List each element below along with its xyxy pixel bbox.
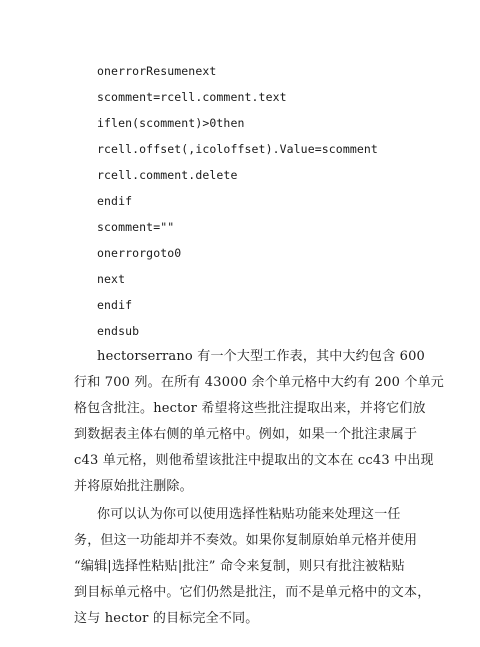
paragraph-line: 格包含批注。hector 希望将这些批注提取出来，并将它们放 [74, 401, 426, 416]
paragraph-line: 并将原始批注删除。 [74, 479, 193, 494]
paragraph-line: “编辑|选择性粘贴|批注” 命令来复制，则只有批注被粘贴 [74, 559, 405, 574]
code-line: endif [97, 298, 133, 312]
code-line: endsub [97, 324, 140, 338]
code-line: iflen(scomment)>0then [97, 116, 245, 130]
paragraph-line: c43 单元格，则他希望该批注中提取出的文本在 cc43 中出现 [74, 453, 434, 468]
paragraph-line: hectorserrano 有一个大型工作表，其中大约包含 600 [97, 349, 426, 364]
code-line: endif [97, 194, 133, 208]
paragraph-line: 到目标单元格中。它们仍然是批注，而不是单元格中的文本， [74, 585, 431, 600]
paragraph-line: 行和 700 列。在所有 43000 余个单元格中大约有 200 个单元 [74, 375, 444, 390]
code-line: onerrorResumenext [97, 64, 217, 78]
code-line: onerrorgoto0 [97, 246, 182, 260]
paragraph-line: 这与 hector 的目标完全不同。 [74, 611, 259, 626]
code-line: next [97, 272, 126, 286]
code-line: scomment=rcell.comment.text [97, 90, 287, 104]
code-line: scomment="" [97, 220, 175, 234]
code-line: rcell.offset(,icoloffset).Value=scomment [97, 142, 378, 156]
paragraph-hector-intro [74, 344, 444, 500]
paragraph-paste-special [74, 502, 431, 632]
paragraph-line: 到数据表主体右侧的单元格中。例如，如果一个批注隶属于 [74, 427, 418, 442]
code-line: rcell.comment.delete [97, 168, 238, 182]
paragraph-line: 务，但这一功能却并不奏效。如果你复制原始单元格并使用 [74, 533, 418, 548]
paragraph-line: 你可以认为你可以使用选择性粘贴功能来处理这一任 [97, 507, 401, 522]
